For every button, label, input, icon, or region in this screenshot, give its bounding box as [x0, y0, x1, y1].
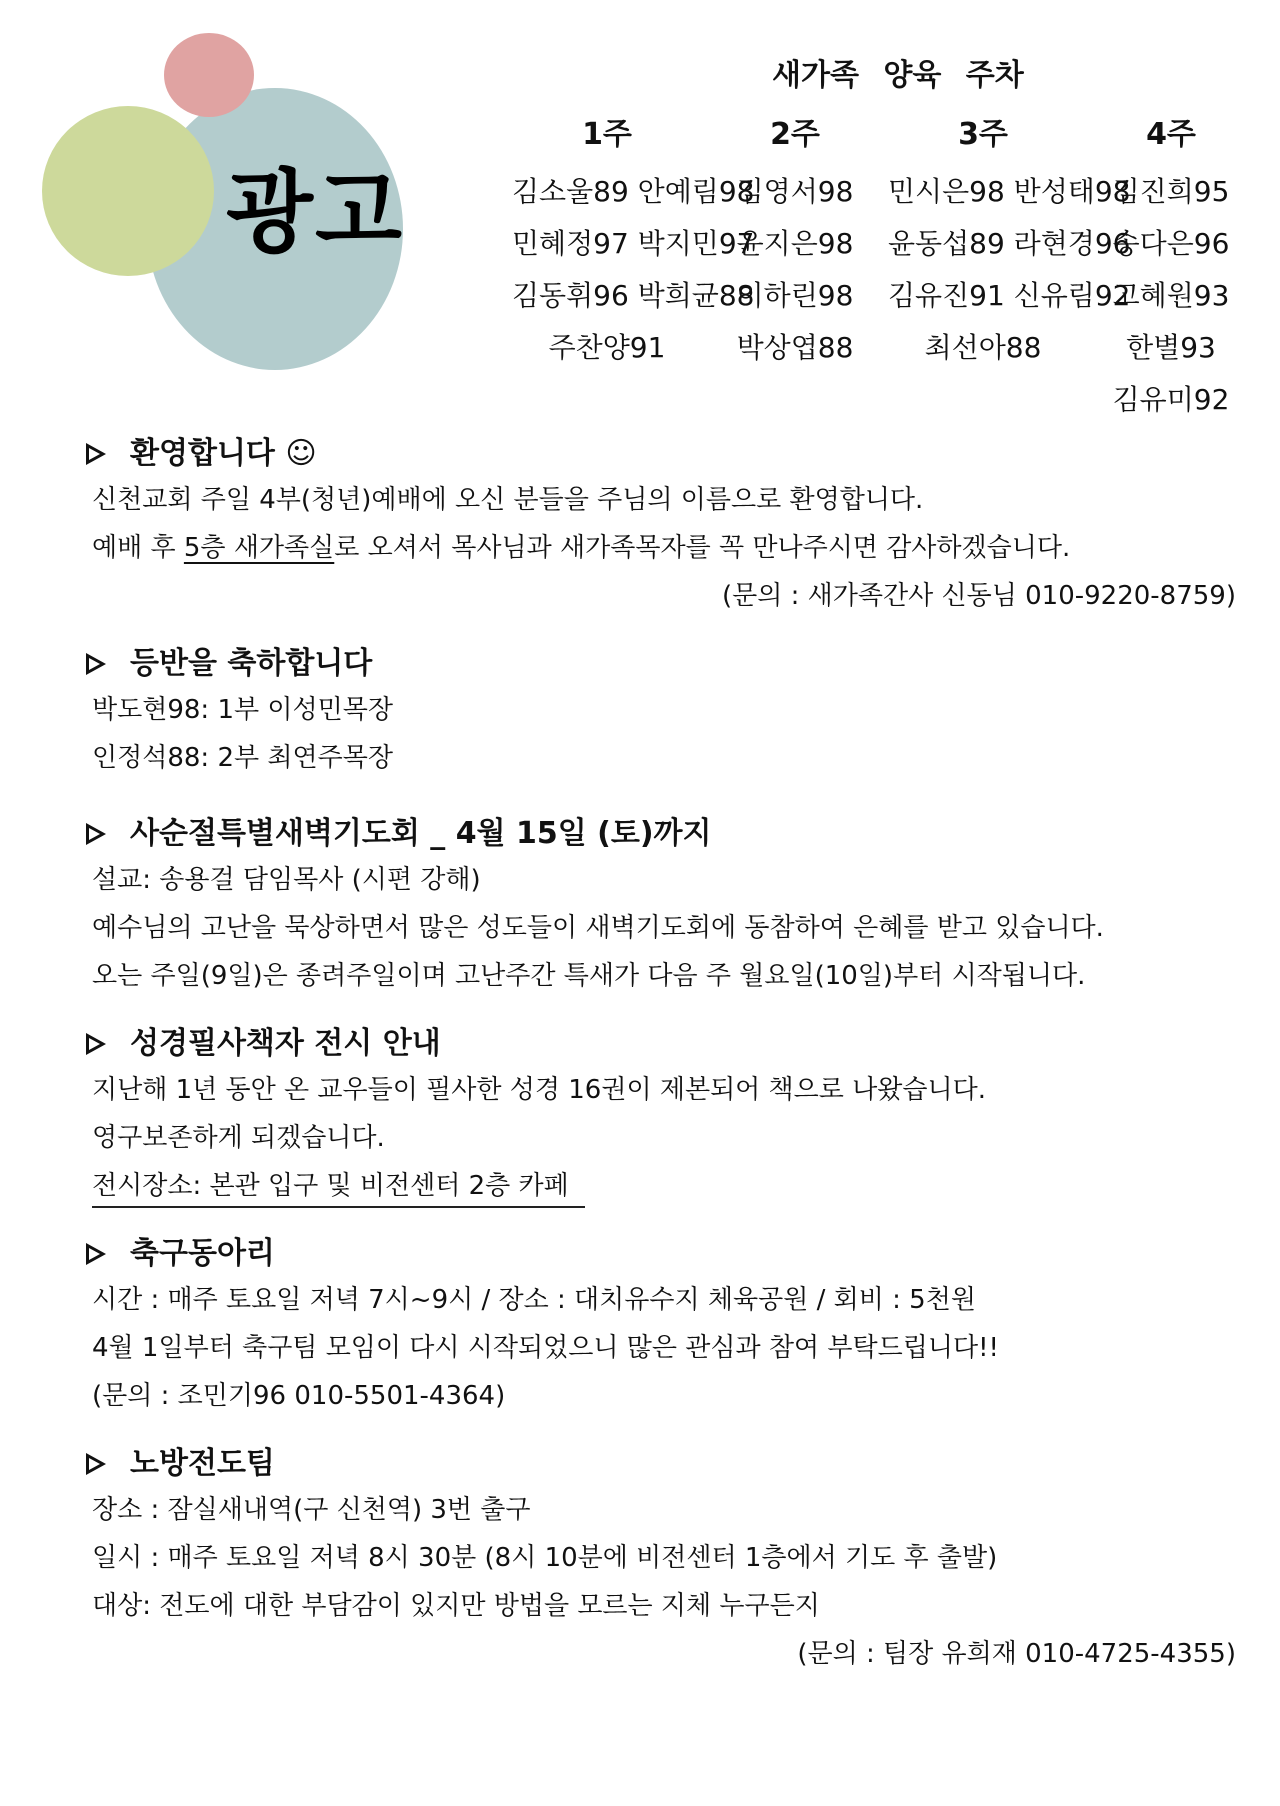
week-column-4	[1076, 118, 1266, 430]
week-column-3	[888, 117, 1131, 378]
triangle-icon	[86, 443, 106, 465]
triangle-icon	[86, 823, 106, 845]
triangle-icon	[86, 1033, 106, 1055]
section-title-text: 등반을 축하합니다	[130, 646, 373, 681]
section-title-text: 축구동아리	[130, 1236, 275, 1271]
week-name: 윤동섭89 라현경96	[888, 227, 1131, 260]
announcements	[86, 432, 1236, 1678]
week-header: 1주	[582, 117, 632, 152]
section-title-prayer	[86, 812, 1236, 856]
week-name: 고혜원93	[1112, 279, 1230, 312]
body-line: 신천교회 주일 4부(청년)예배에 오신 분들을 주님의 이름으로 환영합니다.	[92, 485, 924, 515]
body-line: (문의 : 조민기96 010-5501-4364)	[92, 1381, 506, 1411]
section-title-text: 환영합니다 ☺	[130, 436, 317, 471]
text-segment: 로 오셔서 목사님과 새가족목자를 꼭 만나주시면 감사하겠습니다.	[334, 533, 1071, 563]
body-line: 지난해 1년 동안 온 교우들이 필사한 성경 16권이 제본되어 책으로 나왔습니다.	[92, 1075, 987, 1105]
underlined-location: 5층 새가족실	[183, 533, 335, 563]
section-title-bible	[86, 1022, 1236, 1066]
exhibit-place: 전시장소: 본관 입구 및 비전센터 2층 카페	[92, 1166, 585, 1208]
week-name: 박상엽88	[736, 331, 854, 364]
section-title-promotion	[86, 642, 1236, 686]
body-line: 시간 : 매주 토요일 저녁 7시~9시 / 장소 : 대치유수지 체육공원 / 회비 : 5천원	[92, 1285, 976, 1315]
body-line: 예수님의 고난을 묵상하면서 많은 성도들이 새벽기도회에 동참하여 은혜를 받고 있습니다.	[92, 913, 1104, 943]
body-line: 영구보존하게 되겠습니다.	[92, 1123, 385, 1153]
week-column-2	[700, 118, 890, 378]
week-header: 3주	[958, 117, 1008, 152]
triangle-icon	[86, 1453, 106, 1475]
section-title-text: 성경필사책자 전시 안내	[130, 1026, 441, 1061]
week-name: 민혜정97 박지민97	[512, 227, 755, 260]
week-name: 김소울89 안예림98	[512, 175, 755, 208]
weekly-title: 새가족 양육 주차	[772, 58, 1024, 93]
week-name: 최선아88	[924, 331, 1042, 364]
body-line: 인정석88: 2부 최연주목장	[92, 743, 393, 773]
body-line: 일시 : 매주 토요일 저녁 8시 30분 (8시 10분에 비전센터 1층에서 기도 후 출발)	[92, 1543, 998, 1573]
section-title-soccer	[86, 1232, 1236, 1276]
body-line	[86, 524, 1236, 572]
body-line	[86, 1162, 1236, 1210]
week-name: 김동휘96 박희균88	[512, 279, 755, 312]
week-name: 주찬양91	[548, 331, 666, 364]
body-line: 오는 주일(9일)은 종려주일이며 고난주간 특새가 다음 주 월요일(10일)부터 시작됩니다.	[92, 961, 1086, 991]
section-title-text: 노방전도팀	[130, 1446, 275, 1481]
body-line: 장소 : 잠실새내역(구 신천역) 3번 출구	[92, 1495, 531, 1525]
section-title-text: 사순절특별새벽기도회 _ 4월 15일 (토)까지	[130, 816, 712, 851]
week-header: 4주	[1146, 117, 1196, 152]
week-name: 김진희95	[1112, 175, 1230, 208]
text-segment: 예배 후	[92, 533, 184, 563]
section-title-welcome	[86, 432, 1236, 476]
contact-line: (문의 : 새가족간사 신동님 010-9220-8759)	[722, 581, 1236, 611]
week-name: 김영서98	[736, 175, 854, 208]
body-line: 설교: 송용걸 담임목사 (시편 강해)	[92, 865, 481, 895]
ad-logo	[0, 0, 460, 400]
week-name: 윤지은98	[736, 227, 854, 260]
triangle-icon	[86, 1243, 106, 1265]
week-name: 김유진91 신유림92	[888, 279, 1131, 312]
week-name: 민시은98 반성태98	[888, 175, 1131, 208]
green-circle	[42, 106, 214, 276]
body-line: 대상: 전도에 대한 부담감이 있지만 방법을 모르는 지체 누구든지	[92, 1591, 820, 1621]
week-name: 이하린98	[736, 279, 854, 312]
week-name: 한별93	[1126, 331, 1216, 364]
body-line: 4월 1일부터 축구팀 모임이 다시 시작되었으니 많은 관심과 참여 부탁드립니다!!	[92, 1333, 999, 1363]
week-header: 2주	[770, 117, 820, 152]
contact-line: (문의 : 팀장 유희재 010-4725-4355)	[797, 1639, 1236, 1669]
week-name: 송다은96	[1112, 227, 1230, 260]
week-name: 김유미92	[1112, 383, 1230, 416]
logo-title: 광고	[226, 160, 404, 265]
triangle-icon	[86, 653, 106, 675]
week-column-1	[512, 117, 755, 378]
pink-circle	[164, 33, 254, 117]
body-line: 박도현98: 1부 이성민목장	[92, 695, 393, 725]
section-title-evangelism	[86, 1442, 1236, 1486]
